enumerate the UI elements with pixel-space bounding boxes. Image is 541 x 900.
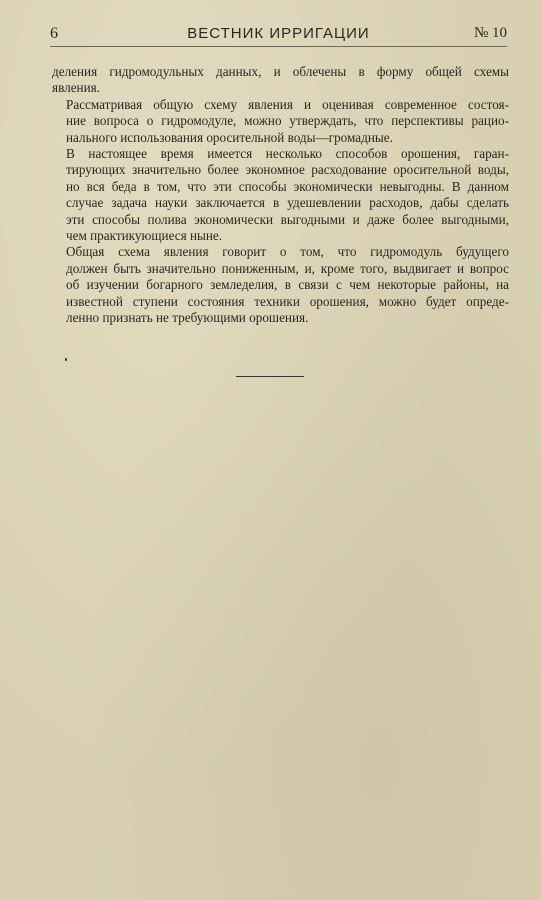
text-line: известной ступени состояния техники орошения, можно будет опреде- [66, 293, 509, 309]
text-line: В настоящее время имеется несколько способов орошения, гаран- [66, 146, 509, 162]
text-line: но вся беда в том, что эти способы экономически невыгодны. В данном [66, 178, 509, 194]
paragraph [52, 97, 509, 146]
section-separator-rule [236, 376, 304, 377]
text-line: ние вопроса о гидромодуле, можно утверждать, что перспективы рацио- [66, 113, 509, 129]
issue-number: № 10 [473, 25, 507, 41]
text-line: деления гидромодульных данных, и облечены в форму общей схемы [52, 64, 509, 79]
text-line: явления. [52, 80, 101, 96]
text-line: эти способы полива экономически выгодными и даже более выгодными, [66, 211, 509, 227]
paragraph [52, 64, 509, 97]
paragraph [52, 244, 509, 326]
text-line: об изучении богарного земледелия, в связи с чем некоторые районы, на [66, 277, 509, 293]
text-line: ленно признать не требующими орошения. [66, 310, 309, 326]
journal-title: ВЕСТНИК ИРРИГАЦИИ [187, 25, 370, 42]
text-line: тирующих значительно более экономное расходование оросительной воды, [66, 162, 509, 178]
running-header [50, 22, 507, 47]
print-speck [65, 358, 67, 361]
paragraph [52, 146, 509, 244]
text-line: чем практикующиеся ныне. [66, 228, 223, 244]
text-line: случае задача науки заключается в удешевлении расходов, дабы сделать [66, 195, 509, 211]
article-body [52, 64, 509, 327]
text-line: Общая схема явления говорит о том, что гидромодуль будущего [66, 244, 509, 260]
text-line: должен быть значительно пониженным, и, кроме того, выдвигает и вопрос [66, 260, 509, 276]
text-line: нального использования оросительной воды—громадные. [66, 129, 393, 145]
page-number: 6 [50, 25, 58, 42]
text-line: Рассматривая общую схему явления и оценивая современное состоя- [66, 96, 509, 112]
